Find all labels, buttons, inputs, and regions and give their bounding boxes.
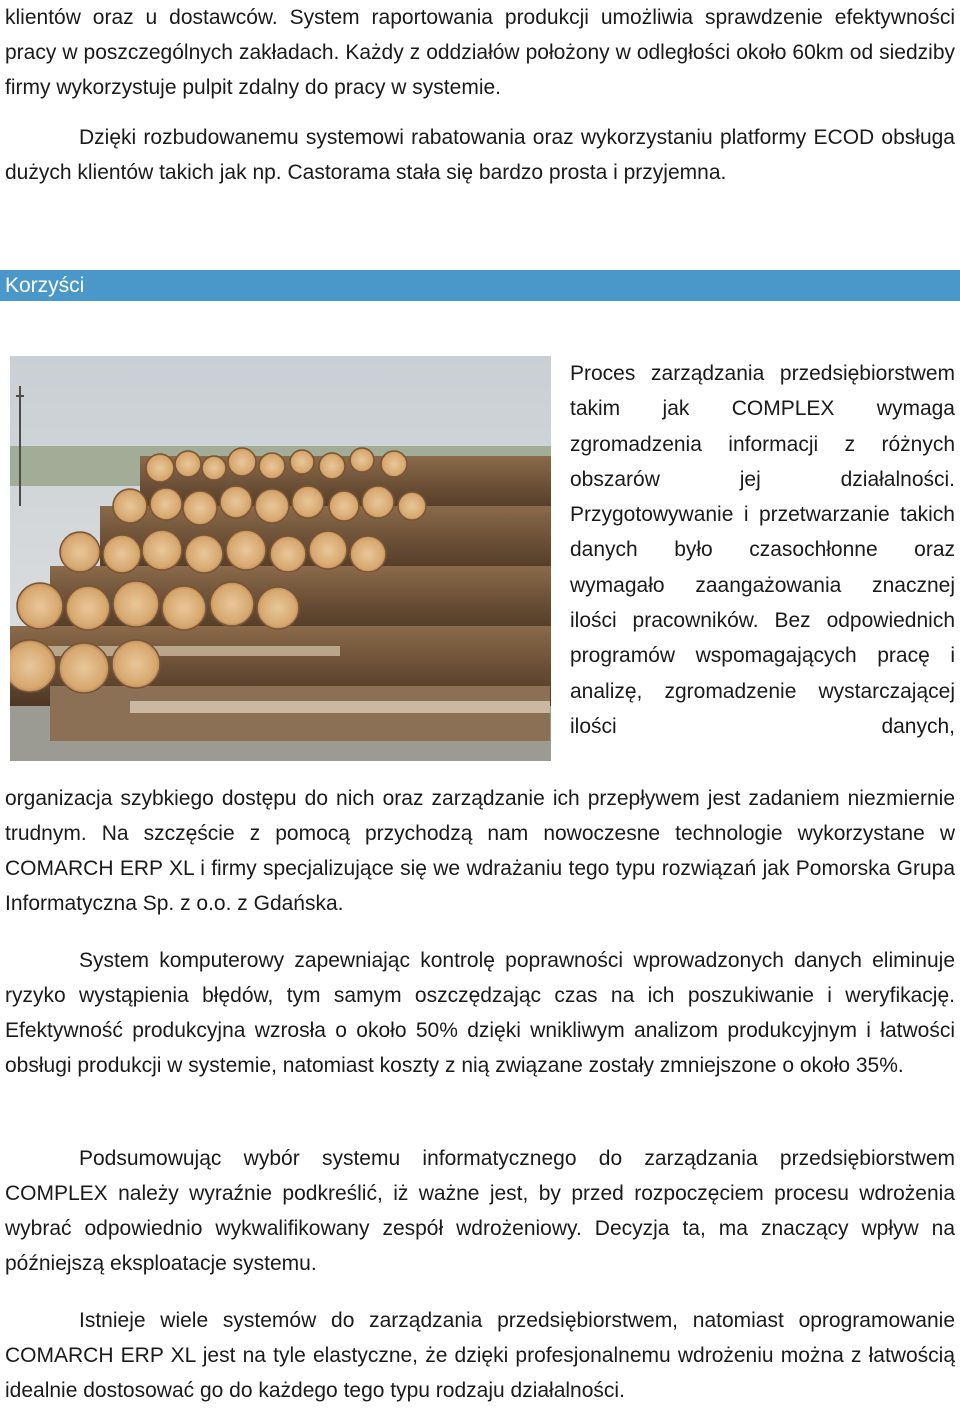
summary-paragraph: Podsumowując wybór systemu informatycznego do zarządzania przedsiębiorstwem COMPLEX należy wyraźnie podkreślić, iż ważne jest, by przed rozpoczęciem procesu wdrożenia wybrać odpowiednio wykwalifikowany zespół wdrożeniowy. Decyzja ta, ma znaczący wpływ na późniejszą eksploatacje systemu. [5, 1147, 955, 1275]
benefits-side-text: Proces zarządzania przedsiębiorstwem takim jak COMPLEX wymaga zgromadzenia informacji z różnych obszarów jej działalności. Przygotowywanie i przetwarzanie takich danych było czasochłonne oraz wymagało zaangażowania znacznej ilości pracowników. Bez odpowiednich programów wspomagających pracę i analizę, zgromadzenie wystarczającej ilości danych, [570, 362, 955, 738]
timber-logs-illustration [10, 356, 551, 761]
intro-paragraph-2: Dzięki rozbudowanemu systemowi rabatowania oraz wykorzystaniu platformy ECOD obsługa dużych klientów takich jak np. Castorama stała się bardzo prosta i przyjemna. [5, 126, 955, 184]
section-banner [0, 270, 960, 301]
timber-logs-photo [10, 356, 551, 761]
intro-paragraph-1: klientów oraz u dostawców. System raportowania produkcji umożliwia sprawdzenie efektywności pracy w poszczególnych zakładach. Każdy z oddziałów położony w odległości około 60km od siedziby firmy wykorzystuje pulpit zdalny do pracy w systemie. [5, 6, 955, 99]
section-title: Korzyści [5, 274, 85, 297]
benefits-continued-text: organizacja szybkiego dostępu do nich oraz zarządzanie ich przepływem jest zadaniem niezmiernie trudnym. Na szczęście z pomocą przychodzą nam nowoczesne technologie wykorzystane w COMARCH ERP XL i firmy specjalizujące się we wdrażaniu tego typu rozwiązań jak Pomorska Grupa Informatyczna Sp. z o.o. z Gdańska. [5, 787, 955, 915]
final-paragraph: Istnieje wiele systemów do zarządzania przedsiębiorstwem, natomiast oprogramowanie COMARCH ERP XL jest na tyle elastyczne, że dzięki profesjonalnemu wdrożeniu można z łatwością idealnie dostosować go do każdego tego typu rodzaju działalności. [5, 1309, 955, 1402]
system-paragraph: System komputerowy zapewniając kontrolę poprawności wprowadzonych danych eliminuje ryzyko wystąpienia błędów, tym samym oszczędzając czas na ich poszukiwanie i weryfikację. Efektywność produkcyjna wzrosła o około 50% dzięki wnikliwym analizom produkcyjnym i łatwości obsługi produkcji w systemie, natomiast koszty z nią związane zostały zmniejszone o około 35%. [5, 949, 955, 1077]
